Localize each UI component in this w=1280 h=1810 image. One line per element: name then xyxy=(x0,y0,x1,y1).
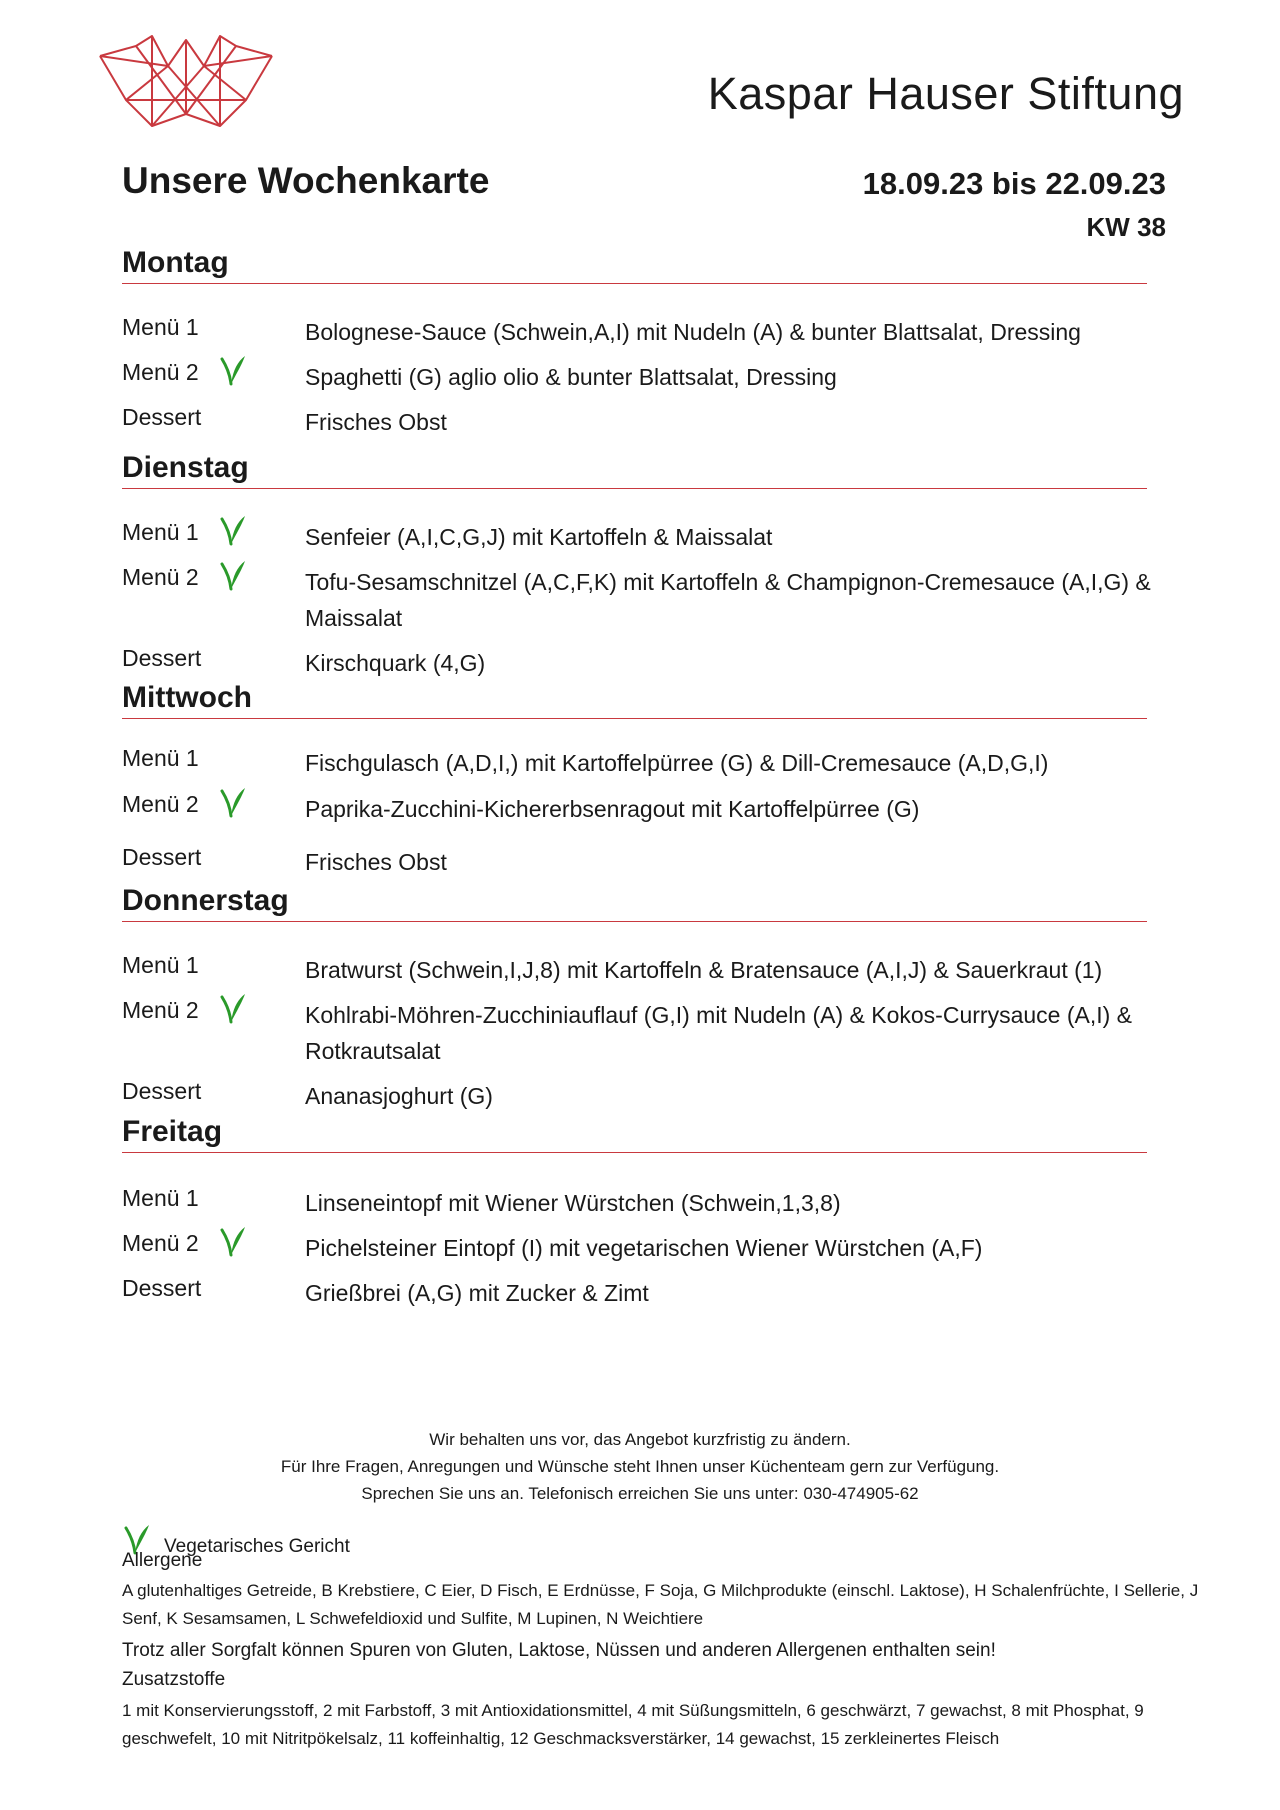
dish-description: Ananasjoghurt (G) xyxy=(305,1083,493,1109)
dish-description: Spaghetti (G) aglio olio & bunter Blattsalat, Dressing xyxy=(305,364,837,390)
menu-label: Menü 1 xyxy=(122,745,199,771)
dish-description: Frisches Obst xyxy=(305,409,447,435)
crown-logo-icon xyxy=(96,30,276,134)
vegetarian-leaf-icon xyxy=(218,1224,248,1258)
page-title: Unsere Wochenkarte xyxy=(122,160,490,201)
day-heading: Dienstag xyxy=(122,451,249,484)
vegetarian-leaf-icon xyxy=(218,558,248,592)
menu-label: Menü 2 xyxy=(122,359,199,385)
day-heading: Montag xyxy=(122,246,229,279)
vegetarian-leaf-icon xyxy=(218,353,248,387)
dish-description: Kohlrabi-Möhren-Zucchiniauflauf (G,I) mit Nudeln (A) & Kokos-Currysauce (A,I) & Rotkrautsalat xyxy=(305,1002,1133,1064)
menu-label: Menü 1 xyxy=(122,314,199,340)
menu-label: Menü 1 xyxy=(122,952,199,978)
day-heading: Freitag xyxy=(122,1115,223,1148)
traces-note: Trotz aller Sorgfalt können Spuren von Gluten, Laktose, Nüssen und anderen Allergenen enthalten sein! xyxy=(122,1640,996,1661)
day-divider xyxy=(122,283,1147,284)
day-divider xyxy=(122,488,1147,489)
dish-description: Bratwurst (Schwein,I,J,8) mit Kartoffeln & Bratensauce (A,I,J) & Sauerkraut (1) xyxy=(305,957,1103,983)
menu-label: Dessert xyxy=(122,404,202,430)
vegetarian-leaf-icon xyxy=(218,785,248,819)
dish-description: Tofu-Sesamschnitzel (A,C,F,K) mit Kartoffeln & Champignon-Cremesauce (A,I,G) & Maissalat xyxy=(305,569,1151,631)
menu-label: Dessert xyxy=(122,645,202,671)
menu-label: Menü 2 xyxy=(122,1230,199,1256)
allergens-text: A glutenhaltiges Getreide, B Krebstiere, C Eier, D Fisch, E Erdnüsse, F Soja, G Milchprodukte (einschl. Laktose), H Schalenfrüchte, I Sellerie, J Senf, K Sesamsamen, L Schwefeldioxid und Sulfite, M Lupinen, N Weichtiere xyxy=(122,1581,1199,1628)
dish-description: Kirschquark (4,G) xyxy=(305,650,486,676)
footer-notice-3: Sprechen Sie uns an. Telefonisch erreichen Sie uns unter: 030-474905-62 xyxy=(361,1484,919,1503)
footer-notice-1: Wir behalten uns vor, das Angebot kurzfristig zu ändern. xyxy=(429,1430,851,1449)
dish-description: Senfeier (A,I,C,G,J) mit Kartoffeln & Maissalat xyxy=(305,524,773,550)
dish-description: Bolognese-Sauce (Schwein,A,I) mit Nudeln (A) & bunter Blattsalat, Dressing xyxy=(305,319,1081,345)
vegetarian-leaf-icon xyxy=(218,991,248,1025)
menu-label: Menü 1 xyxy=(122,519,199,545)
vegetarian-legend-label: Vegetarisches Gericht xyxy=(164,1536,350,1557)
day-heading: Mittwoch xyxy=(122,681,252,714)
dish-description: Fischgulasch (A,D,I,) mit Kartoffelpürree (G) & Dill-Cremesauce (A,D,G,I) xyxy=(305,750,1049,776)
menu-label: Menü 2 xyxy=(122,564,199,590)
additives-text: 1 mit Konservierungsstoff, 2 mit Farbstoff, 3 mit Antioxidationsmittel, 4 mit Süßungsmitteln, 6 geschwärzt, 7 gewachst, 8 mit Phosphat, 9 geschwefelt, 10 mit Nitritpökelsalz, 11 koffeinhaltig, 12 Geschmacksverstärker, 14 gewachst, 15 zerkleinertes Fleisch xyxy=(122,1701,1144,1748)
day-heading: Donnerstag xyxy=(122,884,289,917)
date-range: 18.09.23 bis 22.09.23 xyxy=(862,166,1166,201)
dish-description: Paprika-Zucchini-Kichererbsenragout mit Kartoffelpürree (G) xyxy=(305,796,920,822)
vegetarian-leaf-icon xyxy=(218,513,248,547)
menu-label: Menü 2 xyxy=(122,791,199,817)
dish-description: Frisches Obst xyxy=(305,849,447,875)
menu-label: Menü 2 xyxy=(122,997,199,1023)
allergens-heading: Allergene xyxy=(122,1550,203,1571)
day-divider xyxy=(122,921,1147,922)
menu-label: Dessert xyxy=(122,1275,202,1301)
day-divider xyxy=(122,1152,1147,1153)
calendar-week: KW 38 xyxy=(1086,212,1166,242)
dish-description: Linseneintopf mit Wiener Würstchen (Schwein,1,3,8) xyxy=(305,1190,841,1216)
menu-label: Menü 1 xyxy=(122,1185,199,1211)
day-divider xyxy=(122,718,1147,719)
dish-description: Pichelsteiner Eintopf (I) mit vegetarischen Wiener Würstchen (A,F) xyxy=(305,1235,983,1261)
additives-heading: Zusatzstoffe xyxy=(122,1669,226,1690)
footer-notice-2: Für Ihre Fragen, Anregungen und Wünsche steht Ihnen unser Küchenteam gern zur Verfügung. xyxy=(280,1457,1000,1476)
menu-label: Dessert xyxy=(122,844,202,870)
menu-label: Dessert xyxy=(122,1078,202,1104)
org-name: Kaspar Hauser Stiftung xyxy=(707,68,1184,119)
dish-description: Grießbrei (A,G) mit Zucker & Zimt xyxy=(305,1280,649,1306)
